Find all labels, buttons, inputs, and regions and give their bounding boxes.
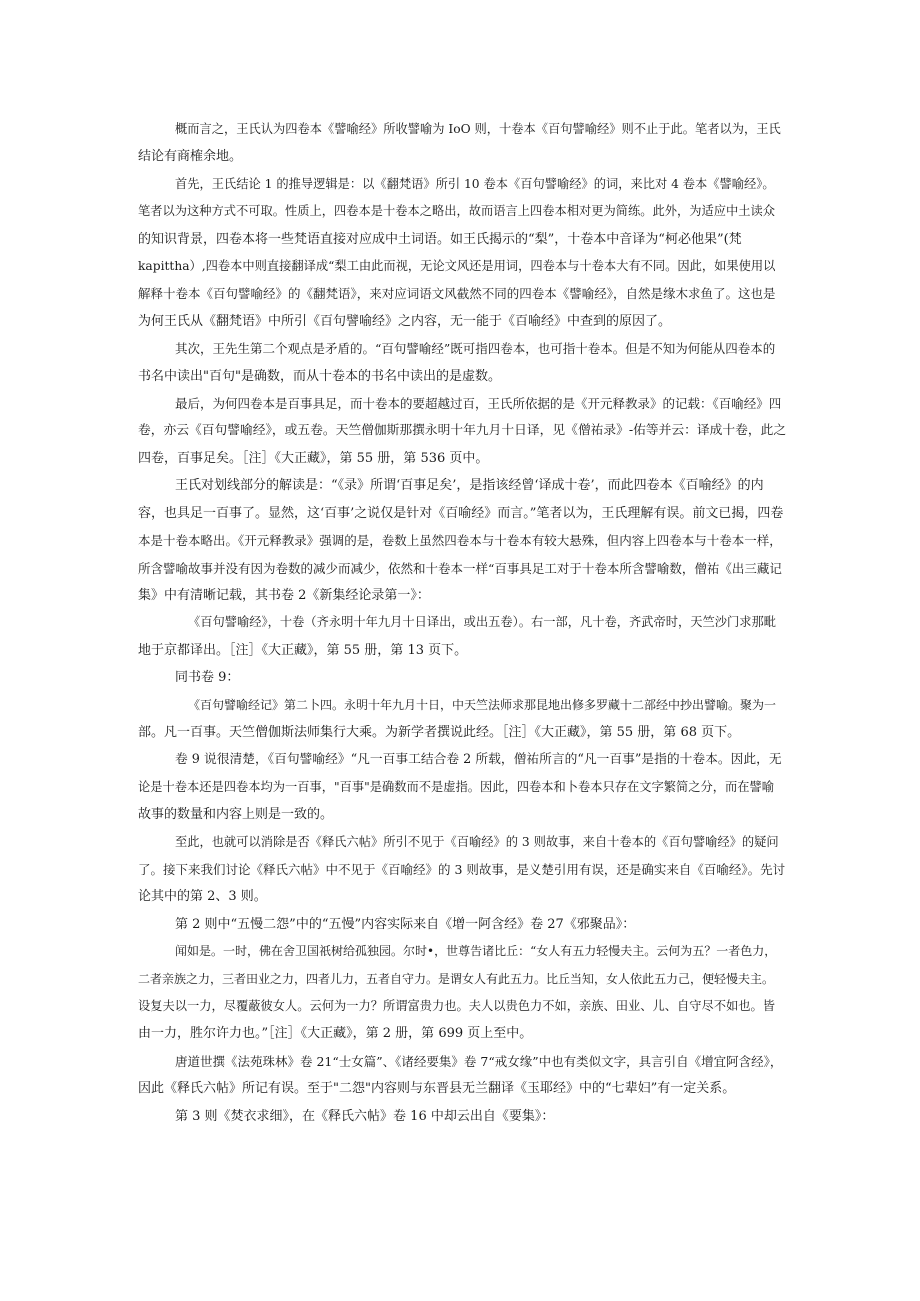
text-line: 为何王氏从《翻梵语》中所引《百句譬喻经》之内容，无一能于《百喻经》中查到的原因了。 bbox=[138, 313, 672, 329]
paragraph bbox=[138, 1103, 786, 1130]
text-line: 解释十卷本《百句譬喻经》的《翻梵语》，来对应词语文风截然不同的四卷本《譬喻经》，自然是缘木求鱼了。这也是 bbox=[138, 286, 776, 302]
text-line: 《百句譬喻经记》第二卜四。永明十年九月十日，中天竺法师求那昆地出修多罗藏十二部经中抄出譬喻。聚为一 bbox=[188, 697, 777, 712]
text-line: kapittha）,四卷本中则直接翻译成“梨工由此而视，无论文风还是用词，四卷本与十卷本大有不同。因此，如果使用以 bbox=[138, 259, 776, 274]
text-line: 卷 9 说很清楚，《百句譬喻经》“凡一百事工结合卷 2 所载，僧祐所言的“凡一百事”是指的十卷本。因此，无 bbox=[175, 752, 782, 768]
text-line: 二者亲族之力，三者田业之力，四者儿力，五者自守力。是谓女人有此五力。比丘当知，女人依此五力己，便轻慢夫主。 bbox=[138, 971, 775, 986]
paragraph bbox=[138, 609, 786, 664]
text-line: 首先，王氏结论 1 的推导逻辑是：以《翻梵语》所引 10 卷本《百句譬喻经》的词，来比对 4 卷本《譬喻经》。 bbox=[175, 176, 775, 191]
text-line: 卷，亦云《百句譬喻经》，或五卷。天竺僧伽斯那撰永明十年九月十日译，见《僧祐录》-佑等并云：译成十卷，此之 bbox=[138, 423, 787, 439]
text-line: 故事的数量和内容上则是一致的。 bbox=[138, 807, 334, 823]
text-line: 同书卷 9： bbox=[175, 670, 240, 686]
text-line: 王氏对划线部分的解读是：“《录》所谓‘百事足矣’，是指该经曾‘译成十卷’，而此四卷本《百喻经》的内 bbox=[175, 478, 764, 494]
text-line: 本是十卷本略出。《开元释教录》强调的是，卷数上虽然四卷本与十卷本有较大悬殊，但内容上四卷本与十卷本一样， bbox=[138, 533, 782, 549]
paragraph bbox=[138, 938, 786, 1048]
text-line: 第 3 则《焚衣求细》，在《释氏六帖》卷 16 中却云出自《要集》： bbox=[175, 1108, 555, 1124]
text-line: 第 2 则中“五慢二怨”中的“五慢”内容实际来自《增一阿含经》卷 27《邪聚品》： bbox=[175, 916, 636, 932]
text-line: 概而言之，王氏认为四卷本《譬喻经》所收譬喻为 IoO 则，十卷本《百句譬喻经》则不止于此。笔者以为，王氏 bbox=[175, 122, 781, 136]
text-line: 集》中有清晰记载，其书卷 2《新集经论录第一》： bbox=[138, 587, 430, 603]
paragraph bbox=[138, 692, 786, 747]
text-line: 至此，也就可以消除是否《释氏六帖》所引不见于《百喻经》的 3 则故事，来自十卷本的《百句譬喻经》的疑问 bbox=[175, 834, 779, 849]
text-line: 其次，王先生第二个观点是矛盾的。“百句譬喻经”既可指四卷本，也可指十卷本。但是不知为何能从四卷本的 bbox=[175, 341, 776, 357]
paragraph bbox=[138, 1048, 786, 1103]
paragraph bbox=[138, 664, 786, 691]
paragraph bbox=[138, 116, 786, 171]
text-line: 部。凡一百事。天竺僧伽斯法师集行大乘。为新学者撰说此经。［注］《大正藏》，第 55 册，第 68 页下。 bbox=[138, 724, 741, 740]
text-line: 容，也具足一百事了。显然，这‘百事’之说仅是针对《百喻经》而言。”笔者以为，王氏理解有误。前文已揭，四卷 bbox=[138, 505, 784, 521]
text-line: 闻如是。一时，佛在舍卫国祇树给孤独园。尔时•，世尊告诸比丘：“女人有五力轻慢夫主。云何为五？一者色力， bbox=[175, 944, 777, 959]
text-line: 地于京都译出。［注］《大正藏》，第 55 册，第 13 页下。 bbox=[138, 642, 468, 658]
document-body bbox=[138, 116, 786, 1130]
text-line: 由一力，胜尔许力也。”［注］《大正藏》，第 2 册，第 699 页上至中。 bbox=[138, 1026, 533, 1042]
text-line: 设复夫以一力，尽覆蔽彼女人。云何为一力？所谓富贵力也。夫人以贵色力不如，亲族、田业、儿、自守尽不如也。皆 bbox=[138, 999, 775, 1013]
paragraph bbox=[138, 171, 786, 335]
paragraph bbox=[138, 335, 786, 390]
paragraph bbox=[138, 390, 786, 472]
text-line: 结论有商榷余地。 bbox=[138, 149, 243, 165]
text-line: 所含譬喻故事并没有因为卷数的减少而减少，依然和十卷本一样“百事具足工对于十卷本所含譬喻数，僧祐《出三藏记 bbox=[138, 560, 782, 576]
text-line: 《百句譬喻经》，十卷（齐永明十年九月十日译出，或出五卷）。右一部，凡十卷，齐武帝时，天竺沙门求那毗 bbox=[188, 615, 776, 630]
paragraph bbox=[138, 472, 786, 609]
paragraph bbox=[138, 829, 786, 911]
paragraph bbox=[138, 911, 786, 938]
text-line: 唐道世撰《法苑珠林》卷 21“士女篇”、《诸经要集》卷 7“戒女缘”中也有类似文字，具言引自《增宜阿含经》， bbox=[175, 1053, 783, 1069]
paragraph bbox=[138, 746, 786, 828]
text-line: 笔者以为这种方式不可取。性质上，四卷本是十卷本之略出，故而语言上四卷本相对更为简练。此外，为适应中土读众 bbox=[138, 204, 775, 219]
text-line: 四卷，百事足矣。［注］《大正藏》，第 55 册，第 536 页中。 bbox=[138, 450, 489, 466]
text-line: 论其中的第 2、3 则。 bbox=[138, 889, 267, 905]
text-line: 的知识背景，四卷本将一些梵语直接对应成中土词语。如王氏揭示的“梨”，十卷本中音译为“柯必他果”(梵 bbox=[138, 231, 742, 247]
text-line: 了。接下来我们讨论《释氏六帖》中不见于《百喻经》的 3 则故事，是义楚引用有误，还是确实来自《百喻经》。先讨 bbox=[138, 861, 786, 877]
text-line: 论是十卷本还是四卷本均为一百事，"百事"是确数而不是虚指。因此，四卷本和卜卷本只存在文字繁简之分，而在譬喻 bbox=[138, 779, 775, 794]
text-line: 因此《释氏六帖》所记有误。至于"二怨"内容则与东晋县无兰翻译《玉耶经》中的“七辈妇”有一定关系。 bbox=[138, 1081, 736, 1097]
text-line: 书名中读出"百句"是确数，而从十卷本的书名中读出的是虚数。 bbox=[138, 368, 501, 384]
text-line: 最后，为何四卷本是百事具足，而十卷本的要超越过百，王氏所依据的是《开元释教录》的记载：《百喻经》四 bbox=[175, 396, 782, 412]
